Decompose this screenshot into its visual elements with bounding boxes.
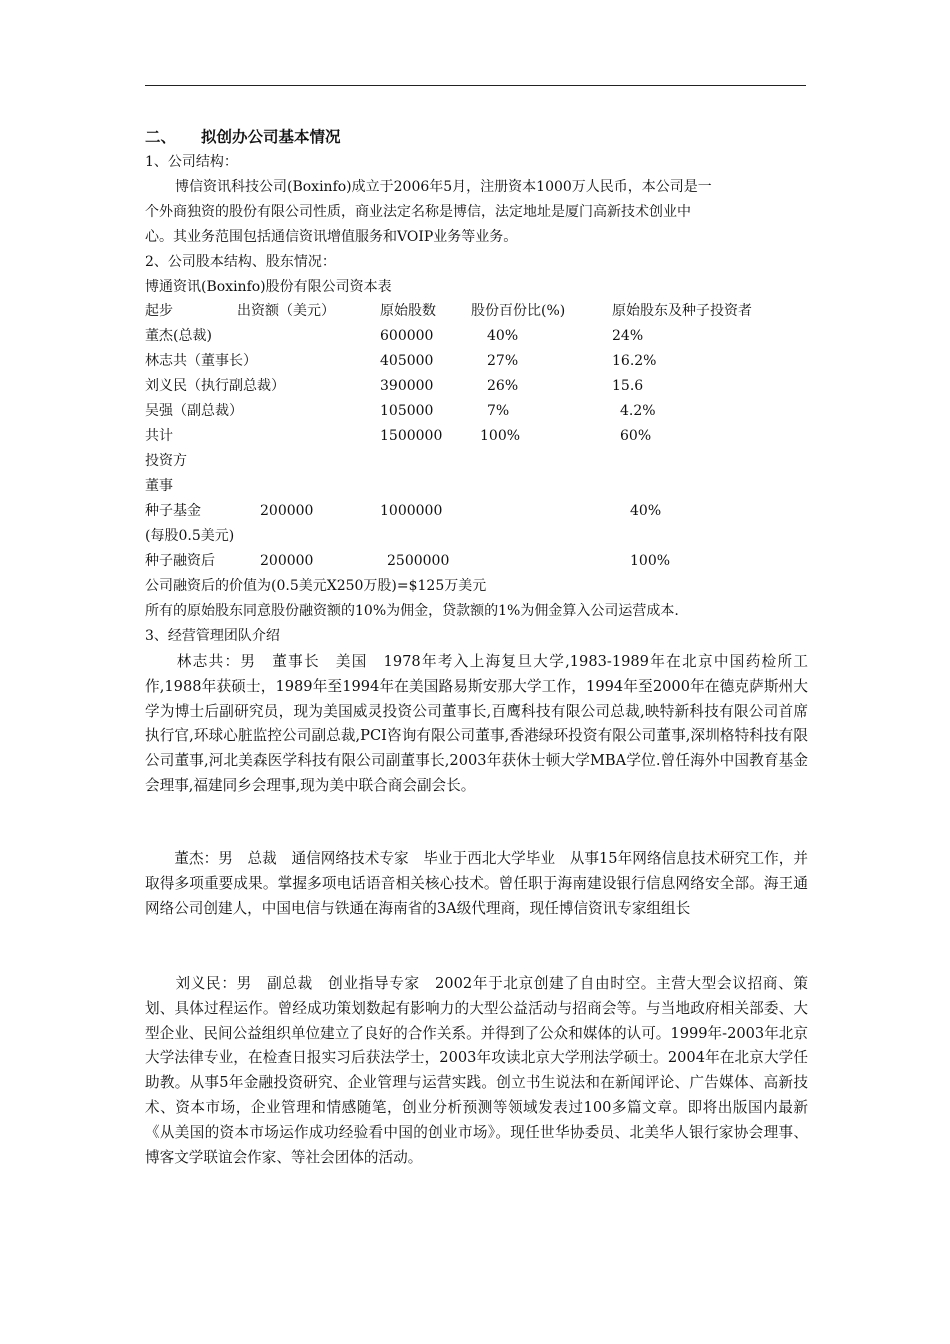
table-cell: 共计: [145, 428, 173, 444]
table-cell: 刘义民（执行副总裁）: [145, 378, 285, 394]
table-cell: 60%: [620, 428, 652, 444]
table-cell: 105000: [380, 403, 434, 419]
table-cell: 405000: [380, 353, 434, 369]
table-cell: 1000000: [380, 503, 443, 519]
table-title: 博通资讯(Boxinfo)股份有限公司资本表: [145, 279, 392, 295]
table-cell: 200000: [260, 503, 314, 519]
table-cell: 40%: [487, 328, 519, 344]
table-cell: 7%: [487, 403, 510, 419]
table-header: 原始股数: [380, 303, 436, 319]
subsection-1-label: 1、公司结构：: [145, 154, 238, 170]
table-cell: 27%: [487, 353, 519, 369]
table-cell: 16.2%: [612, 353, 657, 369]
table-header: 起步: [145, 303, 173, 319]
section-title: 拟创办公司基本情况: [201, 127, 341, 146]
table-cell: 投资方: [145, 453, 187, 469]
table-cell: 24%: [612, 328, 644, 344]
intro-line-1: 博信资讯科技公司(Boxinfo)成立于2006年5月，注册资本1000万人民币，本公司是一: [175, 179, 712, 195]
valuation-text: 公司融资后的价值为(0.5美元X250万股)=$125万美元: [145, 578, 487, 594]
table-cell: 15.6: [612, 378, 644, 394]
table-cell: 100%: [630, 553, 671, 569]
commission-text: 所有的原始股东同意股份融资额的10%为佣金，贷款额的1%为佣金算入公司运营成本.: [145, 603, 679, 619]
intro-line-3: 心。其业务范围包括通信资讯增值服务和VOIP业务等业务。: [145, 229, 518, 245]
section-heading: [145, 127, 341, 147]
table-cell: 林志共（董事长）: [145, 353, 257, 369]
section-number: 二、: [145, 127, 177, 146]
table-cell: 600000: [380, 328, 434, 344]
table-cell: 40%: [630, 503, 662, 519]
bio-lin-zhigong: 林志共：男 董事长 美国 1978年考入上海复旦大学,1983-1989年在北京中国药检所工作,1988年获硕士，1989年至1994年在美国路易斯安那大学工作，1994年至2000年在德克萨斯州大学为博士后副研究员，现为美国威灵投资公司董事长,百鹰科技有限公司总裁,映特新科技有限公司首席执行官,环球心脏监控公司副总裁,PCI咨询有限公司董事,香港绿环投资有限公司董事,深圳格特科技有限公司董事,河北美森医学科技有限公司副董事长,2003年获休士顿大学MBA学位.曾任海外中国教育基金会理事,福建同乡会理事,现为美中联合商会副会长。: [145, 653, 808, 794]
table-cell: 种子基金: [145, 503, 201, 519]
table-cell: 种子融资后: [145, 553, 215, 569]
table-cell: 4.2%: [620, 403, 656, 419]
header-rule: [145, 85, 806, 86]
table-cell: 390000: [380, 378, 434, 394]
bio-dong-jie: 董杰：男 总裁 通信网络技术专家 毕业于西北大学毕业 从事15年网络信息技术研究工作，并取得多项重要成果。掌握多项电话语音相关核心技术。曾任职于海南建设银行信息网络安全部。海王通网络公司创建人，中国电信与铁通在海南省的3A级代理商，现任博信资讯专家组组长: [145, 850, 808, 917]
subsection-3-label: 3、经营管理团队介绍: [145, 628, 280, 644]
table-header: 出资额（美元）: [237, 303, 335, 319]
table-cell: 26%: [487, 378, 519, 394]
table-cell: (每股0.5美元): [145, 528, 235, 544]
table-cell: 200000: [260, 553, 314, 569]
table-cell: 董事: [145, 478, 173, 494]
table-cell: 1500000: [380, 428, 443, 444]
table-cell: 100%: [480, 428, 521, 444]
subsection-2-label: 2、公司股本结构、股东情况：: [145, 254, 336, 270]
bio-liu-yimin: 刘义民：男 副总裁 创业指导专家 2002年于北京创建了自由时空。主营大型会议招商、策划、具体过程运作。曾经成功策划数起有影响力的大型公益活动与招商会等。与当地政府相关部委、大型企业、民间公益组织单位建立了良好的合作关系。并得到了公众和媒体的认可。1999年-2003年北京大学法律专业，在检查日报实习后获法学士，2003年攻读北京大学刑法学硕士。2004年在北京大学任助教。从事5年金融投资研究、企业管理与运营实践。创立书生说法和在新闻评论、广告媒体、高新技术、资本市场，企业管理和情感随笔，创业分析预测等领域发表过100多篇文章。即将出版国内最新《从美国的资本市场运作成功经验看中国的创业市场》。现任世华协委员、北美华人银行家协会理事、博客文学联谊会作家、等社会团体的活动。: [145, 975, 808, 1166]
table-header: 原始股东及种子投资者: [612, 303, 752, 319]
table-cell: 2500000: [387, 553, 450, 569]
table-cell: 吴强（副总裁）: [145, 403, 243, 419]
table-cell: 董杰(总裁): [145, 328, 212, 344]
intro-line-2: 个外商独资的股份有限公司性质，商业法定名称是博信，法定地址是厦门高新技术创业中: [145, 204, 691, 220]
table-header: 股份百份比(%): [471, 303, 566, 319]
